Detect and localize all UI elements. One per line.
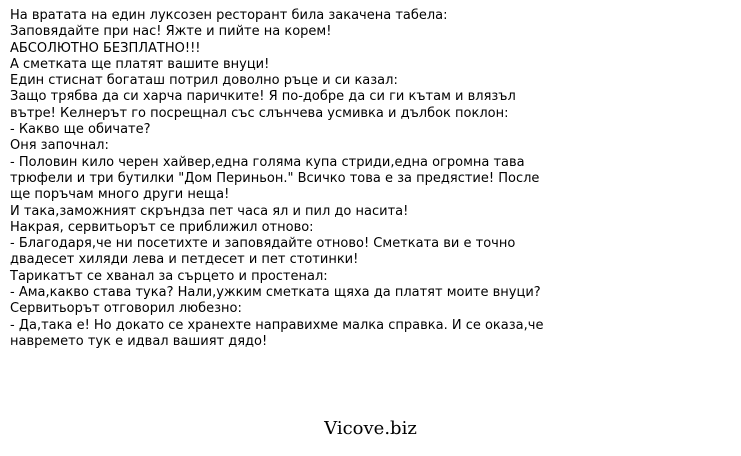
joke-line-5: Един стиснат богаташ потрил доволно ръце и си казал: <box>10 73 398 89</box>
joke-line-12: ще поръчам много други неща! <box>10 187 230 203</box>
joke-line-20: - Да,така е! Но докато се хранехте направихме малка справка. И се оказа,че <box>10 317 544 333</box>
joke-line-7: вътре! Келнерът го посрещнал със слънчева усмивка и дълбок поклон: <box>10 105 509 121</box>
joke-line-17: Тарикатът се хванал за сърцето и простенал: <box>10 268 328 284</box>
joke-line-15: - Благодаря,че ни посетихте и заповядайте отново! Сметката ви е точно <box>10 236 516 252</box>
joke-line-8: - Какво ще обичате? <box>10 122 151 138</box>
joke-line-9: Оня започнал: <box>10 138 109 154</box>
joke-line-1: На вратата на един луксозен ресторант била закачена табела: <box>10 8 448 23</box>
joke-line-11: трюфели и три бутилки "Дом Периньон." Всичко това е за предястие! После <box>10 170 540 186</box>
joke-line-16: двадесет хиляди лева и петдесет и пет стотинки! <box>10 252 359 268</box>
joke-line-13: И така,заможният скръндза пет часа ял и пил до насита! <box>10 203 409 219</box>
joke-line-19: Сервитьорът отговорил любезно: <box>10 301 242 317</box>
joke-line-10: - Половин кило черен хайвер,една голяма купа стриди,една огромна тава <box>10 154 525 170</box>
site-watermark: Vicove.biz <box>324 418 417 439</box>
joke-line-14: Накрая, сервитьорът се приближил отново: <box>10 219 314 235</box>
joke-line-6: Защо трябва да си харча паричките! Я по-добре да си ги кътам и влязъл <box>10 89 516 105</box>
joke-line-4: А сметката ще платят вашите внуци! <box>10 56 270 72</box>
joke-line-2: Заповядайте при нас! Яжте и пийте на корем! <box>10 24 332 40</box>
joke-line-18: - Ама,какво става тука? Нали,ужким сметката щяха да платят моите внуци? <box>10 285 541 301</box>
joke-line-3: АБСОЛЮТНО БЕЗПЛАТНО!!! <box>10 40 201 56</box>
joke-text-block <box>10 8 730 350</box>
joke-line-21: навремето тук е идвал вашият дядо! <box>10 333 268 349</box>
